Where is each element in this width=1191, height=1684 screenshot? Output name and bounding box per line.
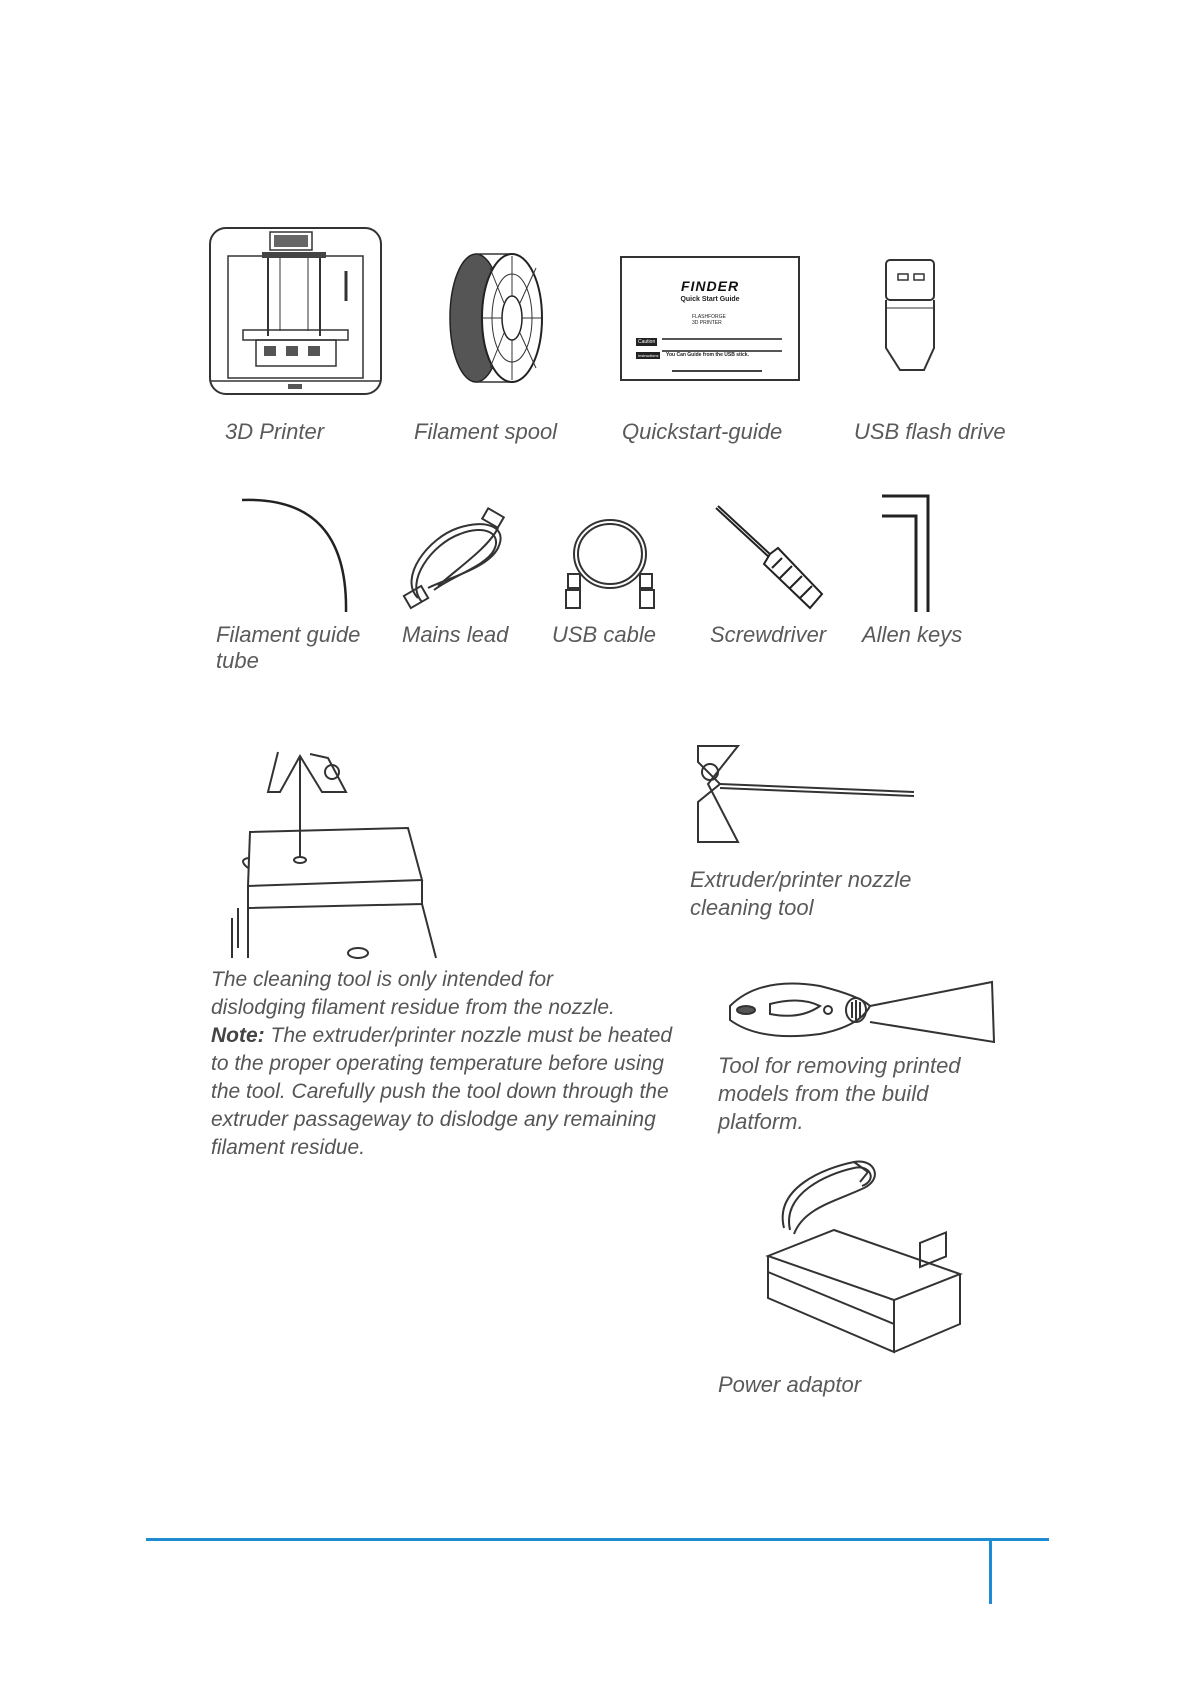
booklet-maker — [692, 314, 726, 326]
booklet-maker-line1: FLASHFORGE — [692, 314, 726, 320]
scraper-illustration — [720, 976, 1000, 1046]
mains-lead-label: Mains lead — [402, 622, 509, 647]
booklet-info-tag: Instructions — [638, 353, 659, 358]
usb-cable-illustration — [560, 512, 660, 612]
cleaning-line1: The cleaning tool is only intended for — [211, 968, 554, 991]
usb-flash-drive-illustration — [876, 256, 946, 376]
filament-spool-label: Filament spool — [414, 419, 558, 444]
allen-keys-illustration — [876, 492, 936, 616]
filament-guide-tube-illustration — [238, 496, 358, 616]
power-adaptor-label: Power adaptor — [718, 1372, 862, 1397]
power-adaptor-illustration — [764, 1158, 964, 1368]
booklet-caution-lines — [662, 338, 782, 352]
booklet-brand: FINDER — [680, 278, 740, 294]
booklet-caution-tag: Caution — [638, 339, 656, 345]
quickstart-guide-illustration — [620, 256, 800, 381]
filament-guide-tube-label: Filament guide tube — [216, 622, 361, 673]
scraper-label: Tool for removing printed models from the build platform. — [718, 1053, 961, 1134]
quickstart-guide-label: Quickstart-guide — [622, 419, 783, 444]
nozzle-cleaning-tool-label: Extruder/printer nozzle cleaning tool — [690, 867, 912, 920]
booklet-footer-line — [672, 370, 762, 372]
footer-rule — [146, 1538, 1049, 1541]
booklet-title: Quick Start Guide — [680, 296, 740, 303]
allen-keys-label: Allen keys — [862, 622, 963, 647]
booklet-info-text: You Can Guide from the USB stick. — [666, 352, 749, 358]
booklet-maker-line2: 3D PRINTER — [692, 320, 722, 326]
printer-illustration — [208, 226, 383, 396]
printer-label: 3D Printer — [225, 419, 325, 444]
nozzle-cleaning-tool-illustration — [690, 742, 920, 846]
cleaning-note-text: The extruder/printer nozzle must be heated to the proper operating temperature before using the tool. Carefully push the tool down through the extruder passageway to dislodge any remaining filament residue. — [211, 1024, 673, 1159]
cleaning-note-label: Note: — [211, 1024, 265, 1047]
cleaning-instructions — [211, 966, 691, 1162]
screwdriver-label: Screwdriver — [710, 622, 827, 647]
usb-flash-drive-label: USB flash drive — [854, 419, 1006, 444]
footer-page-tick — [989, 1538, 992, 1604]
usb-cable-label: USB cable — [552, 622, 656, 647]
cleaning-line2: dislodging filament residue from the nozzle. — [211, 996, 615, 1019]
mains-lead-illustration — [398, 508, 514, 612]
screwdriver-illustration — [712, 504, 828, 614]
extruder-cleaning-illustration — [218, 748, 458, 960]
filament-spool-illustration — [438, 248, 548, 388]
